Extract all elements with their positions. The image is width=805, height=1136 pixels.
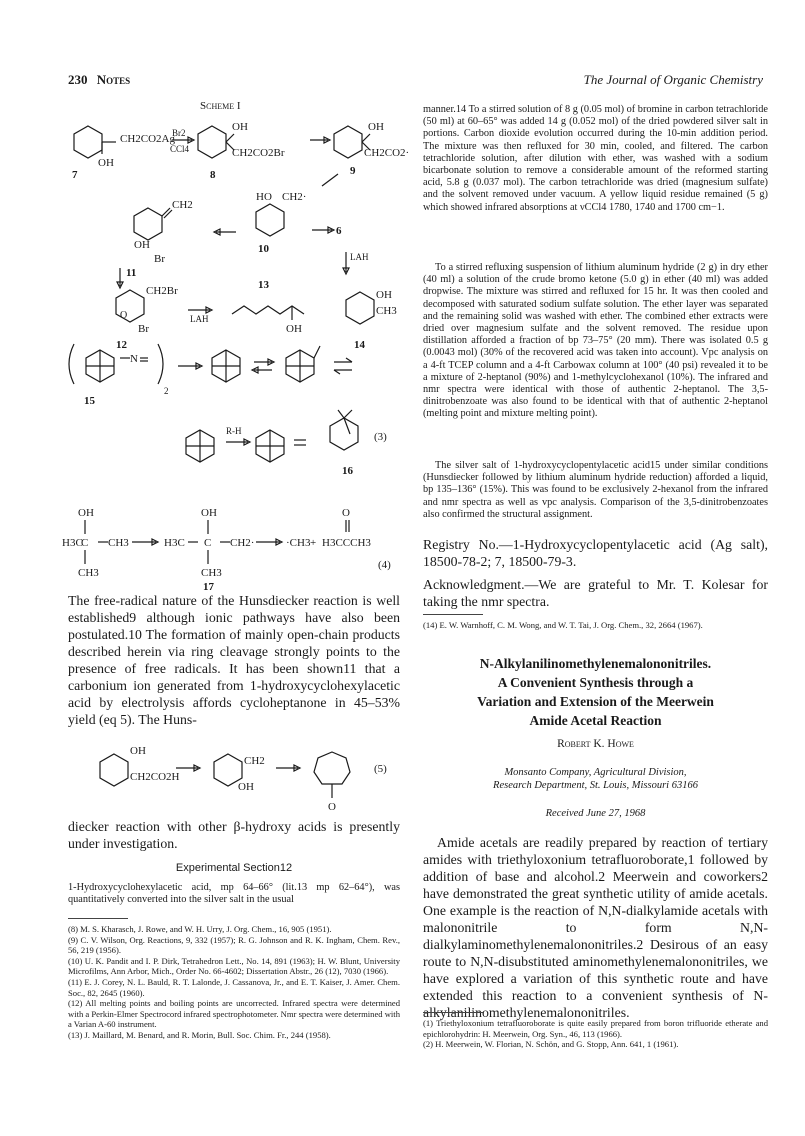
label-h3c-eq4a: H3C: [62, 537, 83, 549]
compound-number-12: 12: [116, 339, 127, 351]
compound-number-13: 13: [258, 279, 269, 291]
footnote-9: (9) C. V. Wilson, Org. Reactions, 9, 332 (1957); R. G. Johnson and R. K. Ingham, Chem. Rev., 56, 219 (1956).: [68, 934, 400, 956]
label-ch2-11: CH2: [172, 199, 193, 211]
label-o-eq4: O: [342, 507, 350, 519]
registry-numbers: Registry No.—1-Hydroxycyclopentylacetic acid (Ag salt), 18500-78-2; 7, 18500-79-3.: [423, 537, 768, 569]
footnote-8: (8) M. S. Kharasch, J. Rowe, and W. H. Urry, J. Org. Chem., 16, 905 (1951).: [68, 924, 332, 934]
label-ch3rad-eq4: ·CH3: [286, 537, 311, 549]
label-br-12: Br: [138, 323, 149, 335]
label-c-eq4a: C: [81, 537, 89, 549]
subscript-2: 2: [164, 386, 169, 396]
label-oh-14: OH: [376, 289, 392, 301]
compound-number-14: 14: [354, 339, 365, 351]
reagent-rh: R-H: [226, 426, 242, 436]
label-ch2rad-eq4b: CH2·: [230, 537, 255, 549]
journal-name: The Journal of Organic Chemistry: [583, 72, 763, 87]
label-ch3-eq4b-bottom: CH3: [201, 567, 222, 579]
footnote-separator-right-2: [423, 1012, 483, 1013]
right-paragraph-3: The silver salt of 1-hydroxycyclopentylacetic acid15 under similar conditions (Hunsdiecker followed by lithium aluminum hydride reduction) afforded a liquid, bp 135–136° (15%). This was found to be exclusively 2-hexanol from the infrared and nmr spectra as well as vpc analysis. Comparison of the 3,5-dinitrobenzoates also confirmed the structural assignment.: [423, 460, 768, 520]
right-footnotes: [423, 1018, 768, 1050]
label-oh-13: OH: [286, 323, 302, 335]
affiliation: [423, 766, 768, 792]
right-paragraph-2: To a stirred refluxing suspension of lithium aluminum hydride (2 g) in dry ether (40 ml) a solution of the crude bromo ketone (5.0 g) in ether (40 ml) was added dropwise. The mixture was stirred and refluxed for 15 hr. It was then cooled and decomposed with saturated sodium sulfate solution. The ether layer was separated and the remaining solid was washed with ether. The combined ether extracts were dried over magnesium sulfate and the solvent removed. The residue upon distillation afforded a fraction of bp 73–75° (20 mm). There was isolated 0.5 g (0.0043 mol) (30% of the recovered acid was taken into account). Vpc analysis on a 4-ft TCEP column and a 4-ft Carbowax column at 100° (40 psi) revealed it to be a mixture of 2-heptanol (90%) and 1-methylcyclohexanol (10%). The infrared and nmr spectra were identical with those of authentic 2-heptanol. The 3,5-dinitrobenzoate was also found to be identical with that of authentic 2-heptanol (melting point and mixture melting point).: [423, 262, 768, 420]
label-br-11: Br: [154, 253, 165, 265]
footnote-separator-right: [423, 614, 483, 615]
cycloheptanone-ring: [314, 752, 350, 784]
cyclohexane-ring-10: [256, 204, 284, 236]
label-ch2br-12: CH2Br: [146, 285, 178, 297]
cyclohexane-ring-11: [134, 208, 162, 240]
compound-number-10: 10: [258, 243, 269, 255]
footnote-11: (11) E. J. Corey, N. L. Bauld, R. T. Lalonde, J. Cassanova, Jr., and E. T. Kaiser, J. Amer. Chem. Soc., 82, 2645 (1960).: [68, 976, 400, 998]
cyclohexane-ring-14: [346, 292, 374, 324]
cyclohexane-ring-9: [334, 126, 362, 158]
label-ch2co2br: CH2CO2Br: [232, 147, 285, 159]
heptanol-chain-13: [232, 306, 304, 314]
compound-number-17: 17: [203, 581, 214, 592]
label-oh-eq4b: OH: [201, 507, 217, 519]
author: Robert K. Howe: [557, 738, 634, 750]
article-title: [423, 654, 768, 730]
footnote-13: (13) J. Maillard, M. Benard, and R. Morin, Bull. Soc. Chim. Fr., 244 (1958).: [68, 1029, 331, 1040]
left-paragraph-1: The free-radical nature of the Hunsdiecker reaction is well established9 although ionic pathways have also been postulated.10 The formation of mainly open-chain products described herein via ring cleavage strongly points to the presence of free radicals. It has been shown11 that a carbonium ion generated from 1-hydroxycyclohexylacetic acid by electrolysis affords cycloheptanone in 45–53% yield (eq 5). The Huns-: [68, 593, 400, 727]
label-oh-eq5b: OH: [238, 781, 254, 793]
label-ch3-14: CH3: [376, 305, 397, 317]
label-ch2rad-10: CH2·: [282, 191, 307, 203]
experimental-text: 1-Hydroxycyclohexylacetic acid, mp 64–66° (lit.13 mp 62–64°), was quantitatively converted into the silver salt in the usual: [68, 882, 400, 906]
compound-number-6: 6: [336, 225, 342, 237]
label-ch2co2ag: CH2CO2Ag: [120, 133, 176, 145]
compound-number-7: 7: [72, 169, 78, 181]
label-c-eq4b: C: [204, 537, 212, 549]
footnote-12: (12) All melting points and boiling points are uncorrected. Infrared spectra were determined with a Perkin-Elmer Spectrocord infrared spectrophotometer. Nmr spectra were determined with a Varian A-60 instrument.: [68, 998, 400, 1030]
label-ch2co2h-eq5: CH2CO2H: [130, 771, 180, 783]
label-plus-eq4: +: [310, 537, 317, 549]
reagent-lah-1: LAH: [350, 252, 369, 262]
equation-4-number: (4): [378, 559, 391, 571]
footnote-10: (10) U. K. Pandit and I. P. Dirk, Tetrahedron Lett., No. 14, 891 (1963); H. W. Blunt, University Microfilms, Ann Arbor, Mich., Order No. 66-4602; Dissertation Abstr., 26 (12), 7030 (1966).: [68, 955, 400, 977]
equation-3-number: (3): [374, 431, 387, 443]
label-o-eq5: O: [328, 801, 336, 813]
label-oh-8: OH: [232, 121, 248, 133]
compound-number-16: 16: [342, 465, 353, 477]
label-oh-eq5a: OH: [130, 745, 146, 757]
reagent-ccl4: CCl4: [170, 144, 190, 154]
cyclohexane-ring-7: [74, 126, 102, 158]
label-ch3-eq4a: CH3: [108, 537, 129, 549]
label-ch3-eq4a-bottom: CH3: [78, 567, 99, 579]
left-footnotes: [68, 924, 400, 1041]
label-ho-10: HO: [256, 191, 272, 203]
footnote-2: (2) H. Meerwein, W. Florian, N. Schön, and G. Stopp, Ann. 641, 1 (1961).: [423, 1039, 679, 1050]
label-h3c-eq4b: H3C: [164, 537, 185, 549]
label-n-15: N: [130, 353, 138, 365]
experimental-heading: Experimental Section12: [175, 862, 293, 874]
page-number: 230: [68, 72, 88, 87]
equation-5-number: (5): [374, 763, 387, 775]
label-ch2plus-eq5: CH2: [244, 755, 265, 767]
compound-number-15: 15: [84, 395, 95, 407]
right-paragraph-1: manner.14 To a stirred solution of 8 g (0.05 mol) of bromine in carbon tetrachloride (50 ml) at 60–65° was added 14 g (0.052 mol) of the dried powdered silver salt in portions. Carbon dioxide evolution occurred during the 10-min addition period. The mixture was then refluxed for 30 min, cooled, and filtered. The carbon tetrachloride solution, after dilution with ether, was washed with a sodium bicarbonate solution to remove a considerable amount of the reformed starting acid, 5.8 g (0.037 mol). The carbon tetrachloride was dried (magnesium sulfate) and the solvent removed under vacuum. A yellow liquid residue remained (5 g) which showed infrared absorptions at νCCl4 1780, 1740 and 1700 cm−1.: [423, 104, 768, 213]
compound-number-8: 8: [210, 169, 216, 181]
title-line-3: Variation and Extension of the Meerwein: [477, 694, 714, 709]
page-header-left: [68, 72, 130, 88]
compound-number-9: 9: [350, 165, 356, 177]
cyclohexane-ring-8: [198, 126, 226, 158]
label-oh-11: OH: [134, 239, 150, 251]
introduction-paragraph: Amide acetals are readily prepared by reaction of tertiary amides with triethyloxonium tetrafluoroborate,1 followed by addition of base and alcohol.2 Meerwein and coworkers2 have demonstrated the great synthetic utility of amide acetals. One example is the reaction of N,N-dialkylamide acetals with malononitrile to form N,N-dialkylaminomethylenemalononitriles.2 Desirous of an easy route to N,N-disubstituted aminomethylenemalononitriles, we have explored a variation of this synthetic route and have extended this reaction to a convenient synthesis of N-alkylanilinomethylenemalononitriles.: [423, 835, 768, 1020]
footnote-separator-left: [68, 918, 128, 919]
scheme-1-figure: [60, 112, 410, 592]
equation-5-figure: [88, 740, 400, 814]
left-paragraph-2: diecker reaction with other β-hydroxy acids is presently under investigation.: [68, 819, 400, 851]
footnote-1: (1) Triethyloxonium tetrafluoroborate is quite easily prepared from boron trifluoride etherate and epichlorohydrin: H. Meerwein, Org. Syn., 46, 113 (1966).: [423, 1018, 768, 1039]
label-o-12: O: [120, 310, 128, 321]
affiliation-line-2: Research Department, St. Louis, Missouri 63166: [493, 780, 698, 791]
received-date: Received June 27, 1968: [545, 808, 646, 819]
compound-number-11: 11: [126, 267, 137, 279]
label-oh-7: OH: [98, 157, 114, 169]
affiliation-line-1: Monsanto Company, Agricultural Division,: [504, 767, 687, 778]
label-oh-eq4a: OH: [78, 507, 94, 519]
bicyclic-ring-16: [330, 418, 358, 450]
title-line-2: A Convenient Synthesis through a: [497, 675, 694, 690]
footnote-14: (14) E. W. Warnhoff, C. M. Wong, and W. T. Tai, J. Org. Chem., 32, 2664 (1967).: [423, 620, 703, 630]
reagent-br2: Br2: [172, 128, 186, 138]
label-acetone-eq4: H3CCCH3: [322, 537, 371, 549]
scheme-title: Scheme I: [200, 100, 241, 112]
label-ch2co2rad: CH2CO2·: [364, 147, 410, 159]
reagent-lah-2: LAH: [190, 314, 209, 324]
title-line-1: N-Alkylanilinomethylenemalononitriles.: [479, 656, 712, 671]
section-name: Notes: [96, 72, 131, 87]
title-line-4: Amide Acetal Reaction: [529, 713, 662, 728]
acknowledgment: Acknowledgment.—We are grateful to Mr. T. Kolesar for taking the nmr spectra.: [423, 577, 768, 609]
label-oh-9: OH: [368, 121, 384, 133]
